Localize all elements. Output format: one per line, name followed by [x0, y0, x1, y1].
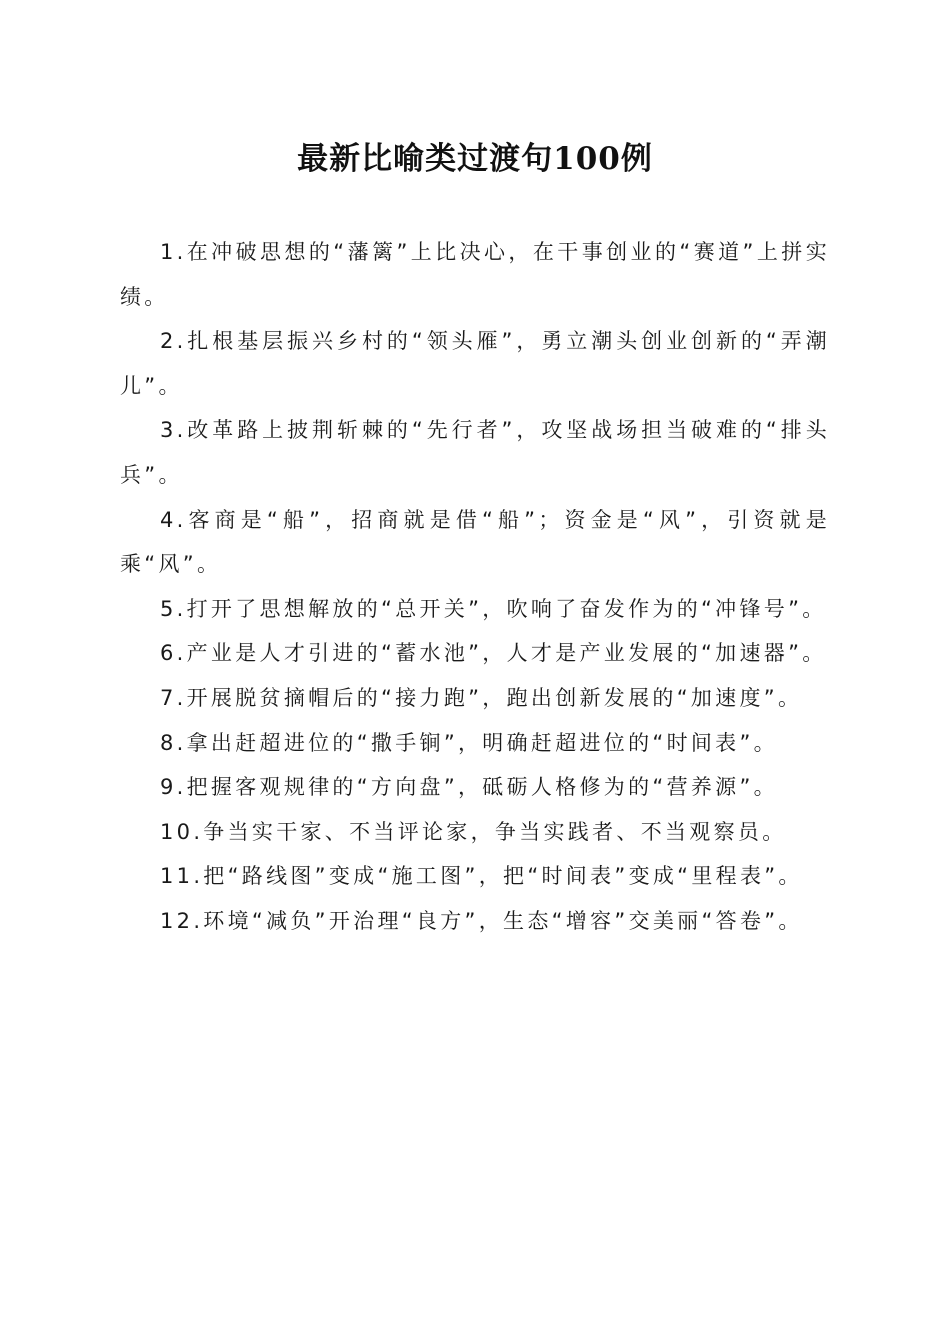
paragraph-6: 6.产业是人才引进的“蓄水池”，人才是产业发展的“加速器”。 [160, 641, 827, 666]
paragraph-11: 11.把“路线图”变成“施工图”，把“时间表”变成“里程表”。 [160, 864, 803, 889]
paragraph-8: 8.拿出赶超进位的“撒手锏”，明确赶超进位的“时间表”。 [160, 730, 778, 755]
document-title: 最新比喻类过渡句100例 [297, 141, 653, 177]
paragraph-4: 4.客商是“船”，招商就是借“船”；资金是“风”，引资就是乘“风”。 [120, 507, 830, 577]
paragraph-3: 3.改革路上披荆斩棘的“先行者”，攻坚战场担当破难的“排头兵”。 [120, 418, 830, 487]
document-body [120, 230, 830, 944]
paragraph-10: 10.争当实干家、不当评论家，争当实践者、不当观察员。 [160, 819, 787, 844]
paragraph-12: 12.环境“减负”开治理“良方”，生态“增容”交美丽“答卷”。 [160, 908, 803, 933]
paragraph-9: 9.把握客观规律的“方向盘”，砥砺人格修为的“营养源”。 [160, 775, 778, 800]
paragraph-2: 2.扎根基层振兴乡村的“领头雁”，勇立潮头创业创新的“弄潮儿”。 [120, 329, 830, 398]
paragraph-1: 1.在冲破思想的“藩篱”上比决心，在干事创业的“赛道”上拼实绩。 [120, 240, 830, 309]
paragraph-7: 7.开展脱贫摘帽后的“接力跑”，跑出创新发展的“加速度”。 [160, 685, 803, 710]
paragraph-5: 5.打开了思想解放的“总开关”，吹响了奋发作为的“冲锋号”。 [160, 596, 827, 621]
